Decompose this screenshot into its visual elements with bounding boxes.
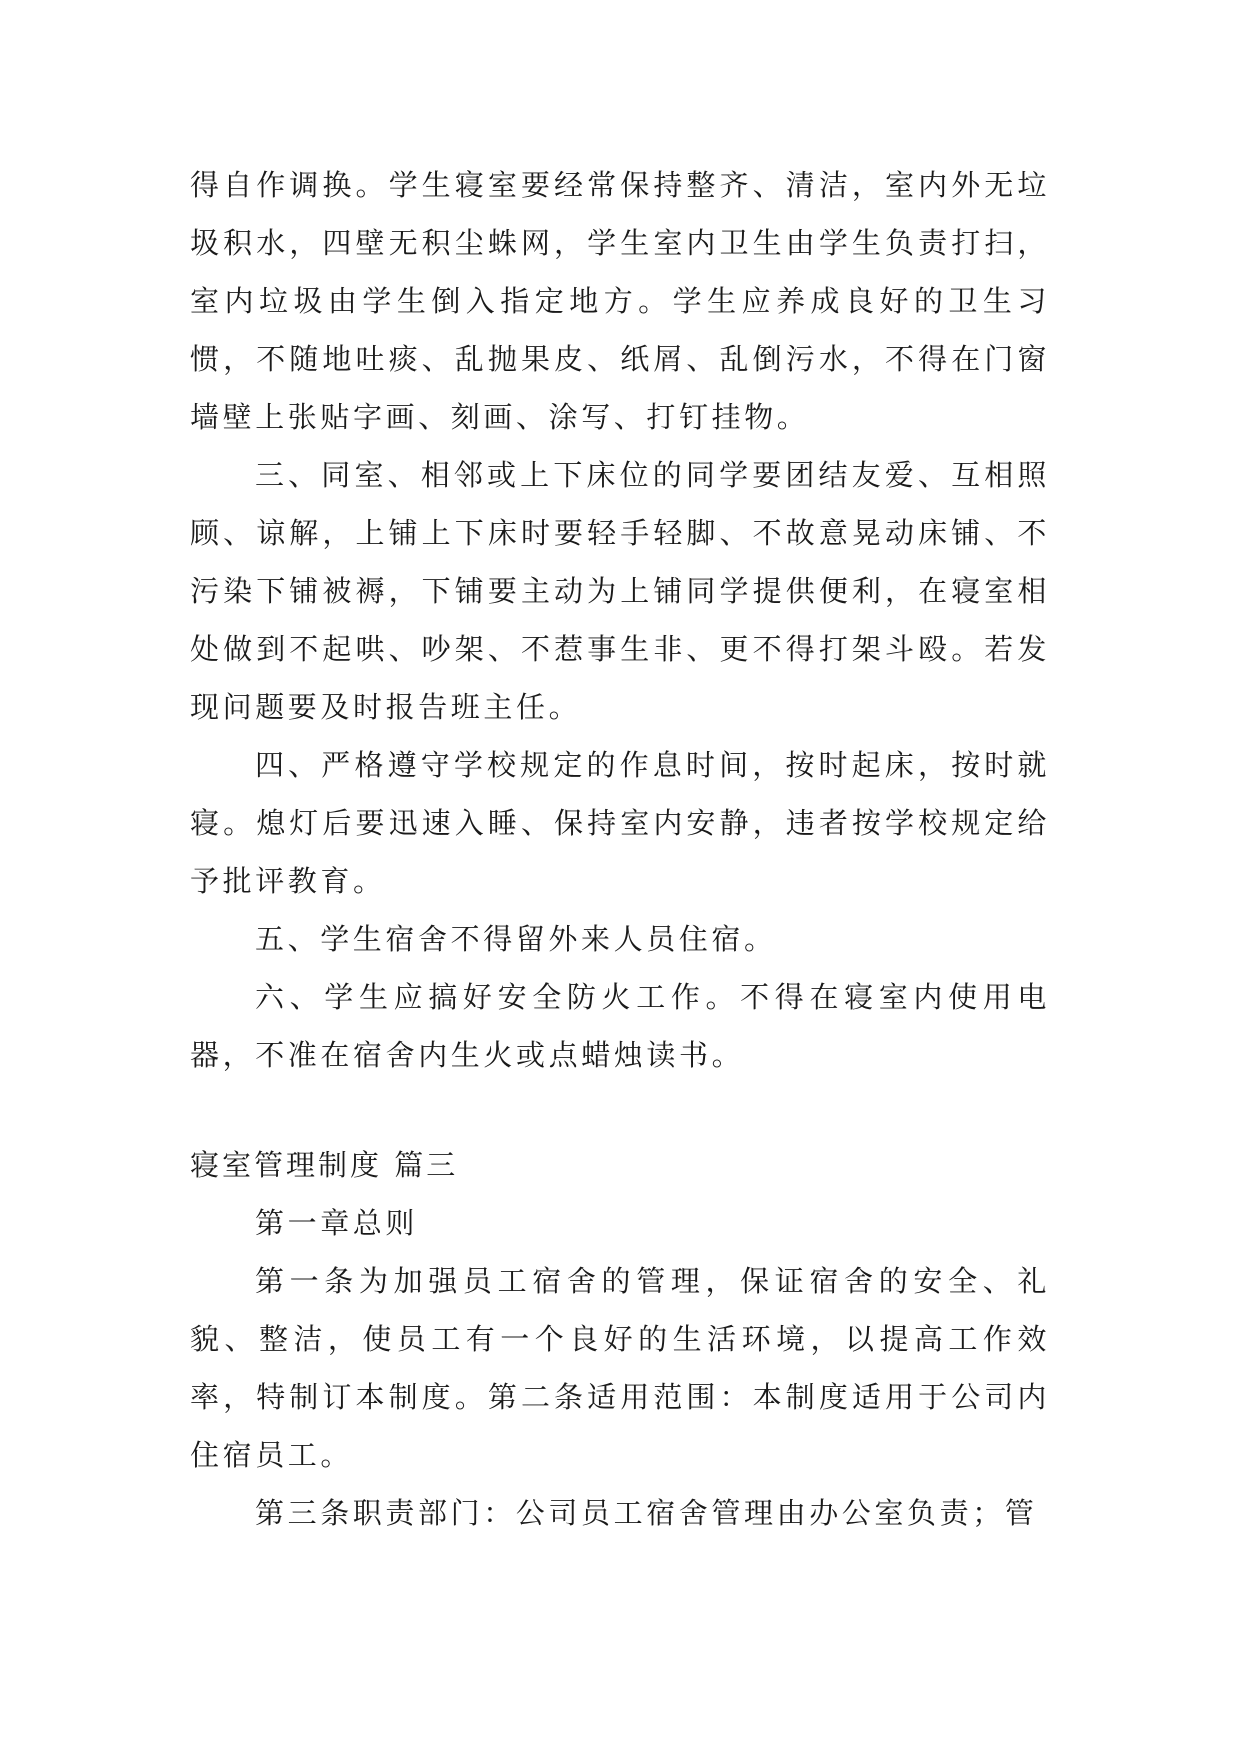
section-title: 寝室管理制度 篇三	[190, 1148, 459, 1182]
paragraph-rule-5: 五、学生宿舍不得留外来人员住宿。	[255, 922, 777, 956]
paragraph-article-1-2: 第一条为加强员工宿舍的管理，保证宿舍的安全、礼貌、整洁，使员工有一个良好的生活环境，以提高工作效率，特制订本制度。第二条适用范围：本制度适用于公司内住宿员工。	[190, 1264, 1050, 1472]
paragraph-rule-3: 三、同室、相邻或上下床位的同学要团结友爱、互相照顾、谅解，上铺上下床时要轻手轻脚、不故意晃动床铺、不污染下铺被褥，下铺要主动为上铺同学提供便利，在寝室相处做到不起哄、吵架、不惹事生非、更不得打架斗殴。若发现问题要及时报告班主任。	[190, 458, 1050, 724]
text-block-section-three	[190, 1136, 1050, 1542]
paragraph-rule-4: 四、严格遵守学校规定的作息时间，按时起床，按时就寝。熄灯后要迅速入睡、保持室内安静，违者按学校规定给予批评教育。	[190, 748, 1050, 898]
paragraph-rule-6: 六、学生应搞好安全防火工作。不得在寝室内使用电器，不准在宿舍内生火或点蜡烛读书。	[190, 980, 1050, 1072]
chapter-heading: 第一章总则	[255, 1206, 419, 1240]
paragraph-hygiene: 得自作调换。学生寝室要经常保持整齐、清洁，室内外无垃圾积水，四壁无积尘蛛网，学生室内卫生由学生负责打扫，室内垃圾由学生倒入指定地方。学生应养成良好的卫生习惯，不随地吐痰、乱抛果皮、纸屑、乱倒污水，不得在门窗墙壁上张贴字画、刻画、涂写、打钉挂物。	[190, 168, 1050, 434]
text-block-rules	[190, 156, 1050, 1084]
paragraph-article-3: 第三条职责部门：公司员工宿舍管理由办公室负责；管	[255, 1496, 1038, 1530]
